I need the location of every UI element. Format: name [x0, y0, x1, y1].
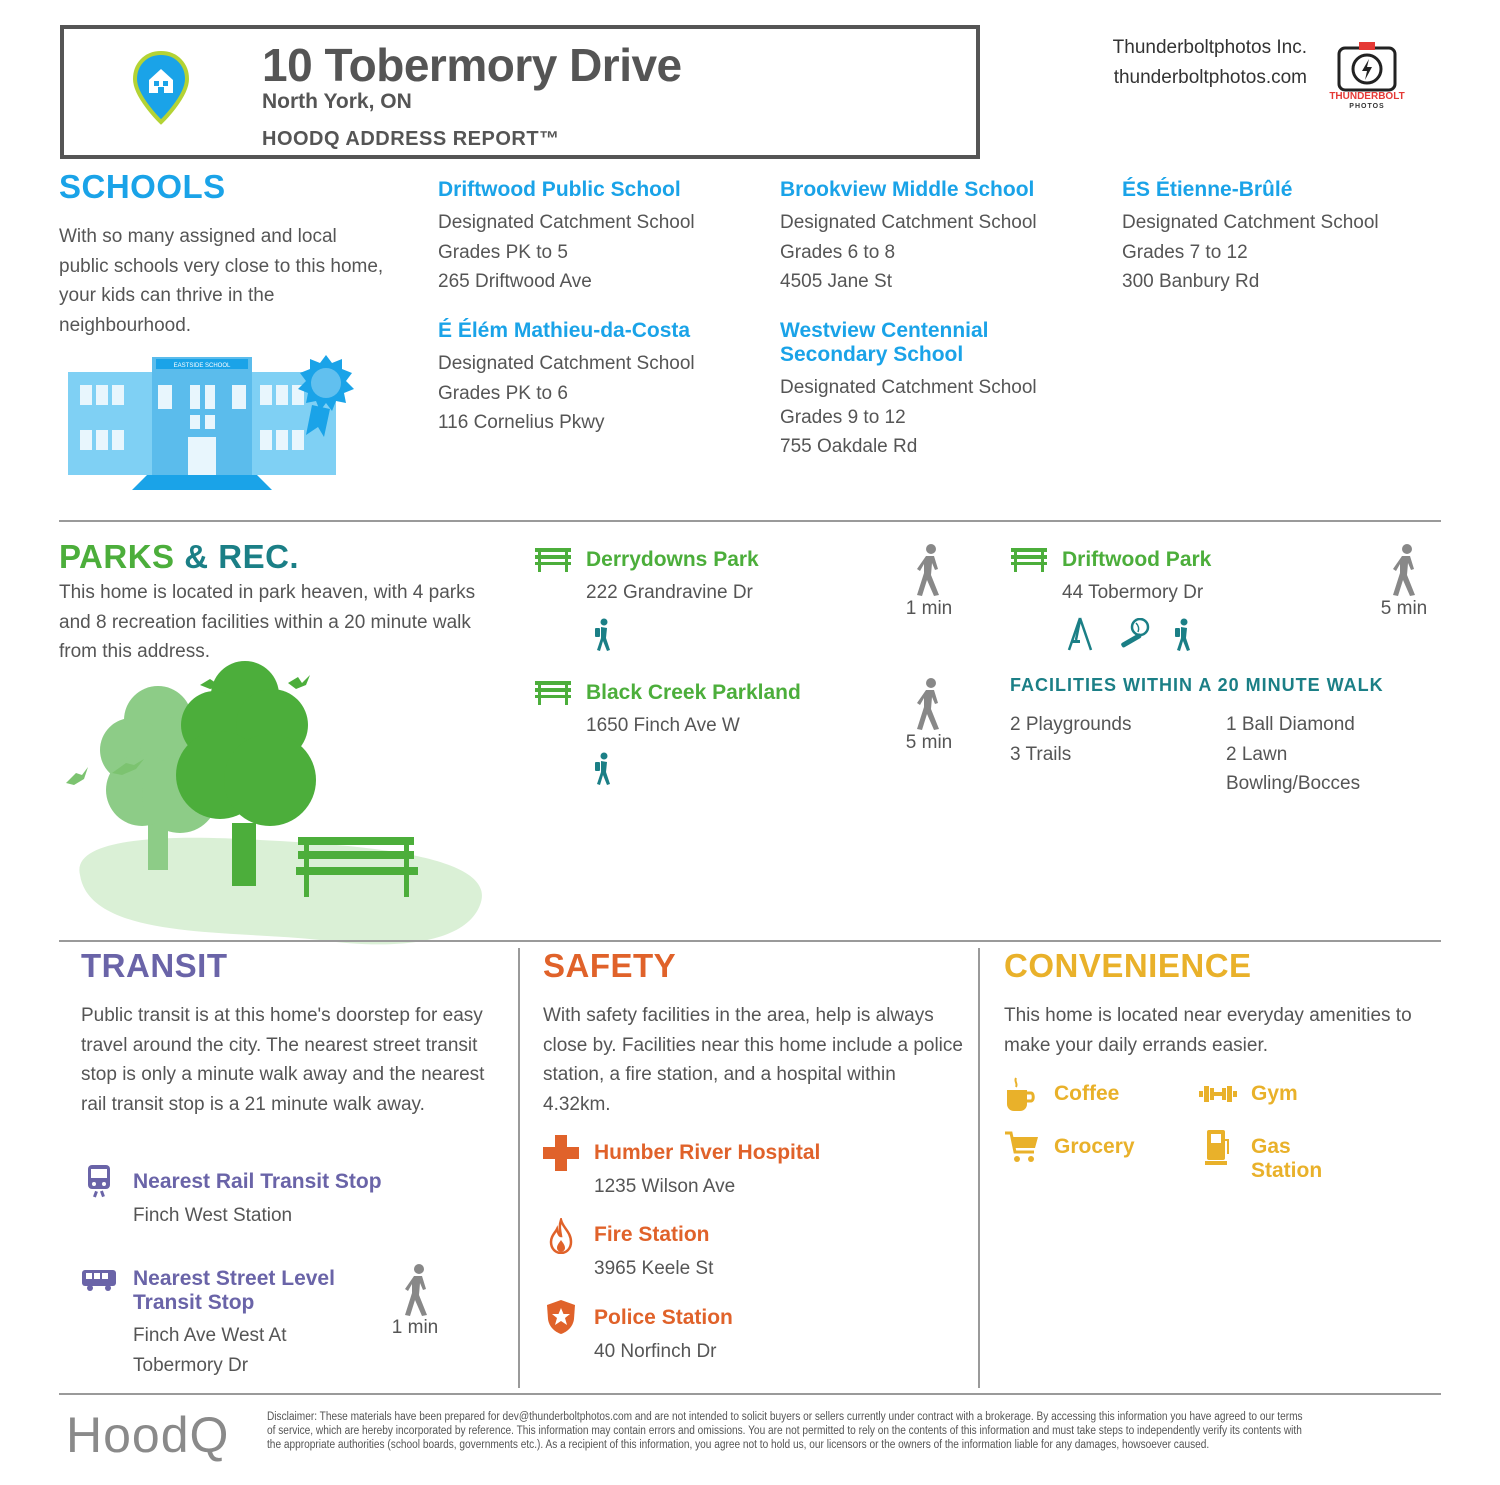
schools-description: With so many assigned and local public schools very close to this home, your kids can thrive in the neighbourhood.	[59, 226, 384, 336]
street-stop-title-line2: Transit Stop	[133, 1291, 255, 1314]
convenience-grocery[interactable]: Grocery	[1054, 1135, 1135, 1158]
divider-safety-convenience	[978, 948, 980, 1388]
camera-logo-icon	[1337, 40, 1397, 92]
divider-schools	[59, 520, 1441, 522]
hiking-icon	[592, 618, 614, 652]
school-address: 116 Cornelius Pkwy	[438, 412, 605, 433]
bench-icon	[535, 681, 571, 705]
street-stop-title[interactable]	[133, 1267, 335, 1315]
bench-icon	[535, 548, 571, 572]
company-info	[1113, 33, 1307, 93]
disclaimer-line1: Disclaimer: These materials have been prepared for dev@thunderboltphotos.com and are not intended to solicit buyers or sellers currently under contract with a brokerage. By accessing this information you have agreed to our terms	[267, 1411, 1303, 1423]
walk-time: 1 min	[391, 1317, 439, 1338]
school-name-line1[interactable]: Westview Centennial	[780, 319, 989, 342]
police-shield-icon	[546, 1299, 576, 1335]
convenience-gas-station[interactable]	[1251, 1135, 1322, 1183]
school-grades: Grades 6 to 8	[780, 241, 896, 263]
logo-subtext: PHOTOS	[1349, 103, 1385, 110]
walk-time: 5 min	[905, 732, 953, 753]
schools-title: SCHOOLS	[59, 168, 226, 205]
address-city: North York, ON	[262, 90, 412, 113]
facility-item: 1 Ball Diamond	[1226, 714, 1355, 735]
company-name: Thunderboltphotos Inc.	[1112, 37, 1307, 58]
facilities-col2	[1226, 710, 1360, 799]
parks-title	[59, 538, 299, 576]
convenience-coffee[interactable]: Coffee	[1054, 1082, 1120, 1105]
convenience-description: This home is located near everyday amenities to make your daily errands easier.	[1004, 1005, 1412, 1056]
park-address: 1650 Finch Ave W	[586, 715, 740, 736]
safety-name[interactable]: Humber River Hospital	[594, 1141, 821, 1164]
disclaimer	[267, 1410, 1301, 1452]
facility-item: Bowling/Bocces	[1226, 773, 1361, 794]
park-illustration	[60, 655, 490, 955]
safety-address: 1235 Wilson Ave	[594, 1176, 736, 1197]
rail-stop-name: Finch West Station	[133, 1205, 293, 1226]
school-name[interactable]: Brookview Middle School	[780, 178, 1035, 201]
facility-item: 2 Playgrounds	[1010, 714, 1132, 735]
disclaimer-line2: of service, which are hereby incorporated by reference. This information may contain errors and omissions. You are not permitted to rely on the contents of this information and must take steps to independently verify its contents with	[267, 1425, 1302, 1437]
school-name[interactable]: É Élém Mathieu-da-Costa	[438, 319, 691, 342]
playground-swing-icon	[1066, 616, 1094, 652]
school-card-brookview	[780, 178, 1037, 297]
hiking-icon	[592, 752, 614, 786]
school-sign-text: EASTSIDE SCHOOL	[173, 363, 231, 369]
walking-icon	[912, 677, 946, 731]
gas-label-line1: Gas	[1251, 1135, 1291, 1158]
parks-title-b: & REC.	[184, 538, 300, 575]
walk-time: 5 min	[1380, 598, 1428, 619]
school-address: 300 Banbury Rd	[1122, 271, 1260, 292]
safety-title: SAFETY	[543, 947, 677, 984]
safety-address: 40 Norfinch Dr	[594, 1341, 717, 1362]
company-url[interactable]: thunderboltphotos.com	[1113, 67, 1307, 88]
facility-item: 3 Trails	[1010, 743, 1072, 765]
school-card-mathieu-da-costa	[438, 319, 695, 438]
transit-description: Public transit is at this home's doorstep for easy travel around the city. The nearest street transit stop is only a minute walk away and the nearest rail transit stop is a 21 minute walk away.	[81, 1005, 485, 1115]
school-grades: Grades 7 to 12	[1122, 241, 1248, 263]
divider-parks	[59, 940, 1441, 942]
rail-stop-title[interactable]: Nearest Rail Transit Stop	[133, 1170, 382, 1193]
school-grades: Grades PK to 5	[438, 241, 568, 263]
hiking-icon	[1172, 618, 1194, 652]
bus-icon	[81, 1268, 117, 1292]
school-name-line2[interactable]: Secondary School	[780, 343, 964, 366]
divider-footer	[59, 1393, 1441, 1395]
park-address: 222 Grandravine Dr	[586, 582, 753, 603]
safety-name[interactable]: Fire Station	[594, 1223, 710, 1246]
gas-pump-icon	[1205, 1128, 1231, 1166]
fire-icon	[549, 1218, 573, 1254]
street-stop-name	[133, 1321, 286, 1381]
school-name[interactable]: ÉS Étienne-Brûlé	[1122, 178, 1293, 201]
report-name: HOODQ ADDRESS REPORT™	[262, 128, 560, 150]
school-card-etienne-brule	[1122, 178, 1379, 297]
school-grades: Grades PK to 6	[438, 382, 568, 404]
gym-dumbbell-icon	[1199, 1084, 1237, 1104]
park-name[interactable]: Driftwood Park	[1062, 548, 1212, 571]
convenience-gym[interactable]: Gym	[1251, 1082, 1298, 1105]
walking-icon	[912, 543, 946, 597]
street-stop-title-line1: Nearest Street Level	[133, 1267, 335, 1290]
baseball-icon	[1118, 618, 1152, 648]
school-address: 755 Oakdale Rd	[780, 436, 918, 457]
grocery-cart-icon	[1004, 1130, 1040, 1164]
park-address: 44 Tobermory Dr	[1062, 582, 1204, 603]
school-grades: Grades 9 to 12	[780, 406, 906, 428]
safety-description: With safety facilities in the area, help is always close by. Facilities near this home include a police station, a fire station, and a hospital within 4.32km.	[543, 1005, 963, 1115]
bench-icon	[1011, 548, 1047, 572]
school-address: 4505 Jane St	[780, 271, 892, 292]
divider-transit-safety	[518, 948, 520, 1388]
street-stop-name-line1: Finch Ave West At	[133, 1325, 287, 1346]
safety-address: 3965 Keele St	[594, 1258, 714, 1279]
logo-text: THUNDERBOLT	[1329, 91, 1405, 102]
train-icon	[86, 1163, 112, 1199]
hoodq-logo: HoodQ	[66, 1407, 230, 1463]
school-type: Designated Catchment School	[438, 212, 695, 233]
facilities-title: FACILITIES WITHIN A 20 MINUTE WALK	[1010, 675, 1384, 695]
school-type: Designated Catchment School	[780, 212, 1037, 233]
school-card-driftwood	[438, 178, 695, 297]
gas-label-line2: Station	[1251, 1159, 1323, 1182]
school-type: Designated Catchment School	[438, 353, 695, 374]
street-stop-name-line2: Tobermory Dr	[133, 1355, 249, 1376]
school-illustration	[62, 345, 362, 490]
school-name[interactable]: Driftwood Public School	[438, 178, 681, 201]
walk-time: 1 min	[905, 598, 953, 619]
park-name[interactable]: Black Creek Parkland	[586, 681, 801, 704]
school-address: 265 Driftwood Ave	[438, 271, 592, 292]
facilities-col1	[1010, 710, 1131, 769]
parks-title-a: PARKS	[59, 538, 175, 575]
walking-icon	[400, 1263, 434, 1317]
transit-title: TRANSIT	[81, 947, 228, 984]
school-card-westview	[780, 319, 1037, 462]
school-type: Designated Catchment School	[780, 377, 1037, 398]
park-name[interactable]: Derrydowns Park	[586, 548, 759, 571]
address-title: 10 Tobermory Drive	[262, 39, 682, 91]
facility-item: 2 Lawn	[1226, 743, 1288, 765]
coffee-icon	[1004, 1076, 1036, 1112]
hospital-cross-icon	[543, 1135, 579, 1171]
convenience-title: CONVENIENCE	[1004, 947, 1252, 984]
school-type: Designated Catchment School	[1122, 212, 1379, 233]
walking-icon	[1388, 543, 1422, 597]
location-pin-icon	[132, 50, 190, 126]
safety-name[interactable]: Police Station	[594, 1306, 733, 1329]
parks-description: This home is located in park heaven, with 4 parks and 8 recreation facilities within a 20 minute walk from this address.	[59, 582, 476, 662]
disclaimer-line3: the appropriate authorities (school boards, governments etc.). As a recipient of this information, you agree not to hold us, our licensors or the owners of the information liable for any damages, howsoever caused.	[267, 1439, 1210, 1451]
